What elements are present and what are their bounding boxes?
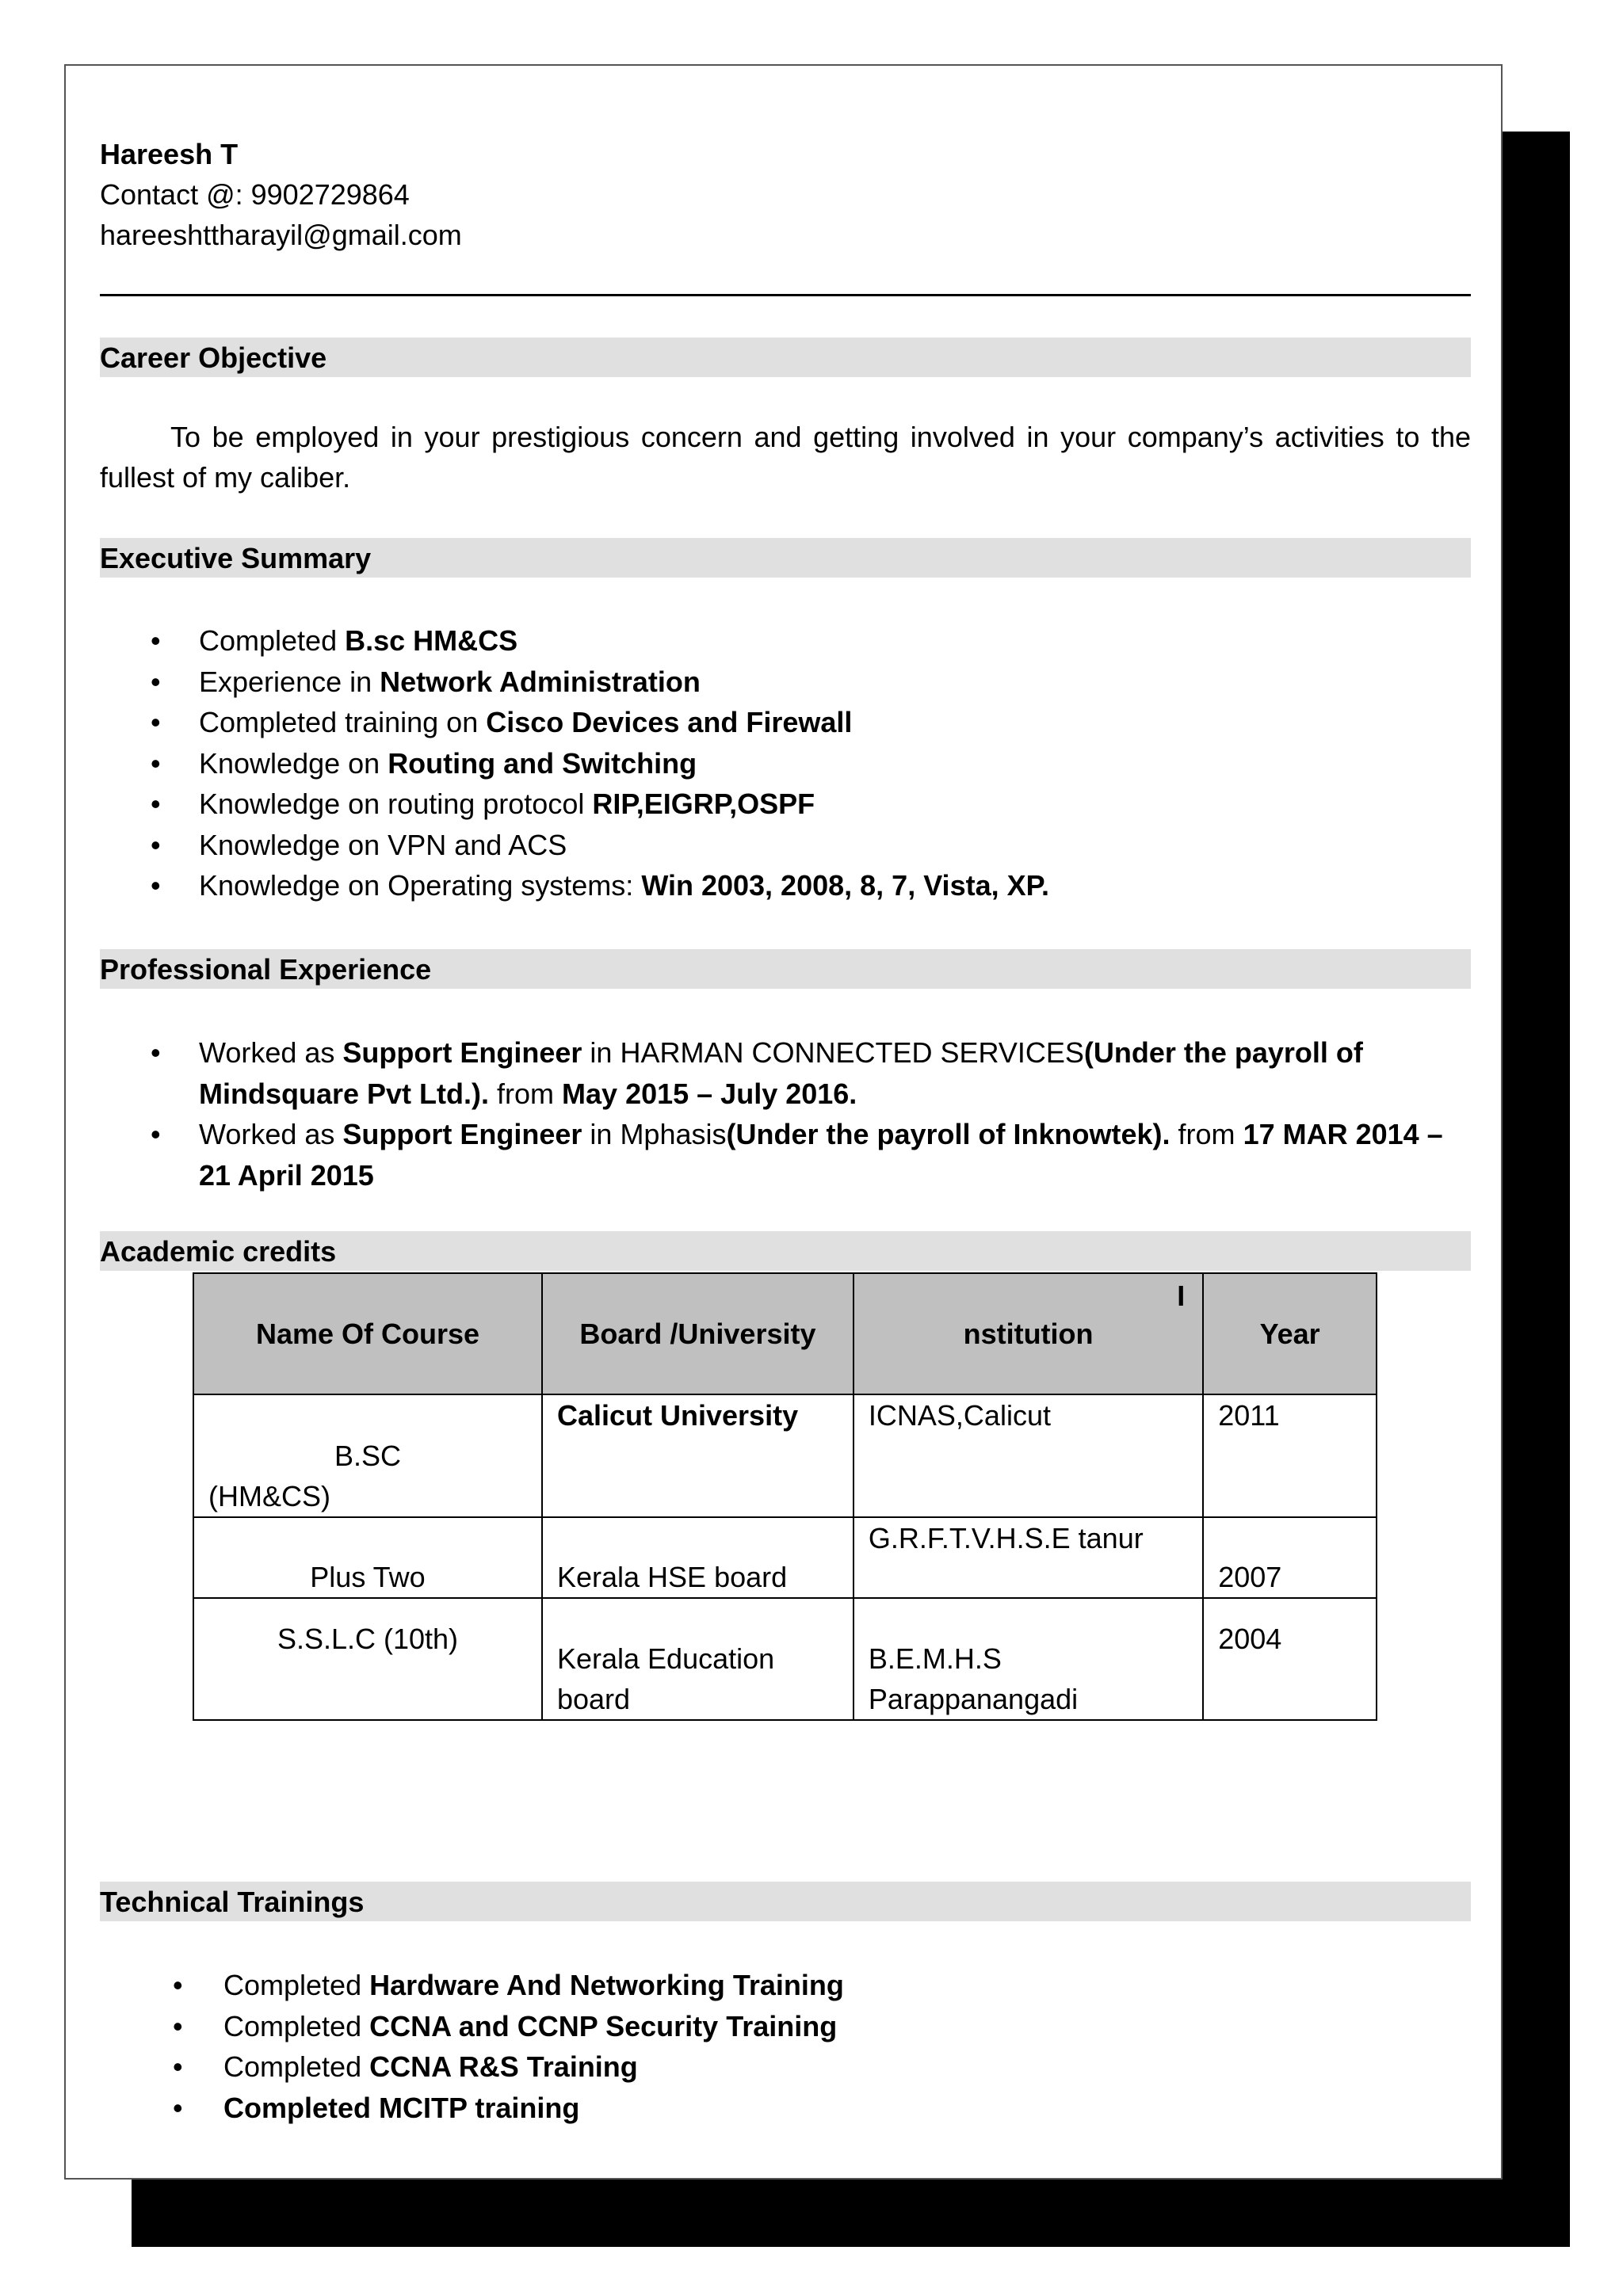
year-cell: 2007	[1203, 1517, 1377, 1598]
list-item: • Completed training on Cisco Devices and Firewall	[151, 706, 853, 738]
column-header-year: Year	[1203, 1273, 1377, 1394]
institution-cell: B.E.M.H.S Parappanangadi	[854, 1598, 1203, 1720]
list-item: • Completed Hardware And Networking Training	[173, 1969, 844, 2001]
board-cell: Kerala HSE board	[542, 1517, 854, 1598]
list-item: • Completed CCNA R&S Training	[173, 2050, 638, 2083]
professional-experience-heading: Professional Experience	[100, 949, 1471, 989]
column-header-institution: I nstitution	[854, 1273, 1203, 1394]
board-cell: Calicut University	[542, 1394, 854, 1517]
list-item: • Knowledge on Routing and Switching	[151, 746, 697, 780]
professional-experience-list	[100, 1032, 1471, 1196]
contact-email: hareeshttharayil@gmail.com	[100, 219, 462, 251]
executive-summary-heading: Executive Summary	[100, 538, 1471, 578]
list-item: • Completed MCITP training	[173, 2091, 580, 2124]
list-item: • Completed CCNA and CCNP Security Training	[173, 2009, 838, 2042]
academic-credits-heading: Academic credits	[100, 1231, 1471, 1271]
list-item: • Experience in Network Administration	[151, 665, 701, 698]
list-item: • Completed B.sc HM&CS	[151, 624, 518, 657]
contact-block	[100, 134, 462, 255]
course-cell: Plus Two	[193, 1517, 542, 1598]
table-row	[193, 1517, 1377, 1598]
table-row	[193, 1394, 1377, 1517]
table-row	[193, 1598, 1377, 1720]
column-header-course: Name Of Course	[193, 1273, 542, 1394]
course-cell: B.SC (HM&CS)	[193, 1394, 542, 1517]
year-cell: 2011	[1203, 1394, 1377, 1517]
list-item: • Knowledge on routing protocol RIP,EIGRP,OSPF	[151, 788, 815, 820]
technical-trainings-list	[100, 1965, 1471, 2128]
list-item: • Knowledge on Operating systems: Win 2003, 2008, 8, 7, Vista, XP.	[151, 869, 1049, 902]
header-divider	[100, 294, 1471, 296]
list-item: • Knowledge on VPN and ACS	[151, 828, 567, 861]
year-cell: 2004	[1203, 1598, 1377, 1720]
resume-page	[64, 64, 1503, 2180]
course-cell: S.S.L.C (10th)	[193, 1598, 542, 1720]
institution-cell: G.R.F.T.V.H.S.E tanur	[854, 1517, 1203, 1598]
column-header-board: Board /University	[542, 1273, 854, 1394]
academic-table	[193, 1272, 1377, 1721]
list-item: • Worked as Support Engineer in HARMAN CONNECTED SERVICES(Under the payroll of Mindsquare Pvt Ltd.). from May 2015 – July 2016.	[151, 1036, 1363, 1110]
institution-cell: ICNAS,Calicut	[854, 1394, 1203, 1517]
board-cell: Kerala Education board	[542, 1598, 854, 1720]
table-header-row	[193, 1273, 1377, 1394]
executive-summary-list	[100, 620, 1471, 906]
list-item: • Worked as Support Engineer in Mphasis(Under the payroll of Inknowtek). from 17 MAR 2014 –21 April 2015	[151, 1118, 1443, 1192]
career-objective-text: To be employed in your prestigious concern and getting involved in your company’s activities to the fullest of my caliber.	[100, 421, 1471, 494]
candidate-name: Hareesh T	[100, 138, 239, 170]
contact-phone: Contact @: 9902729864	[100, 178, 410, 211]
career-objective-heading: Career Objective	[100, 338, 1471, 377]
technical-trainings-heading: Technical Trainings	[100, 1882, 1471, 1921]
